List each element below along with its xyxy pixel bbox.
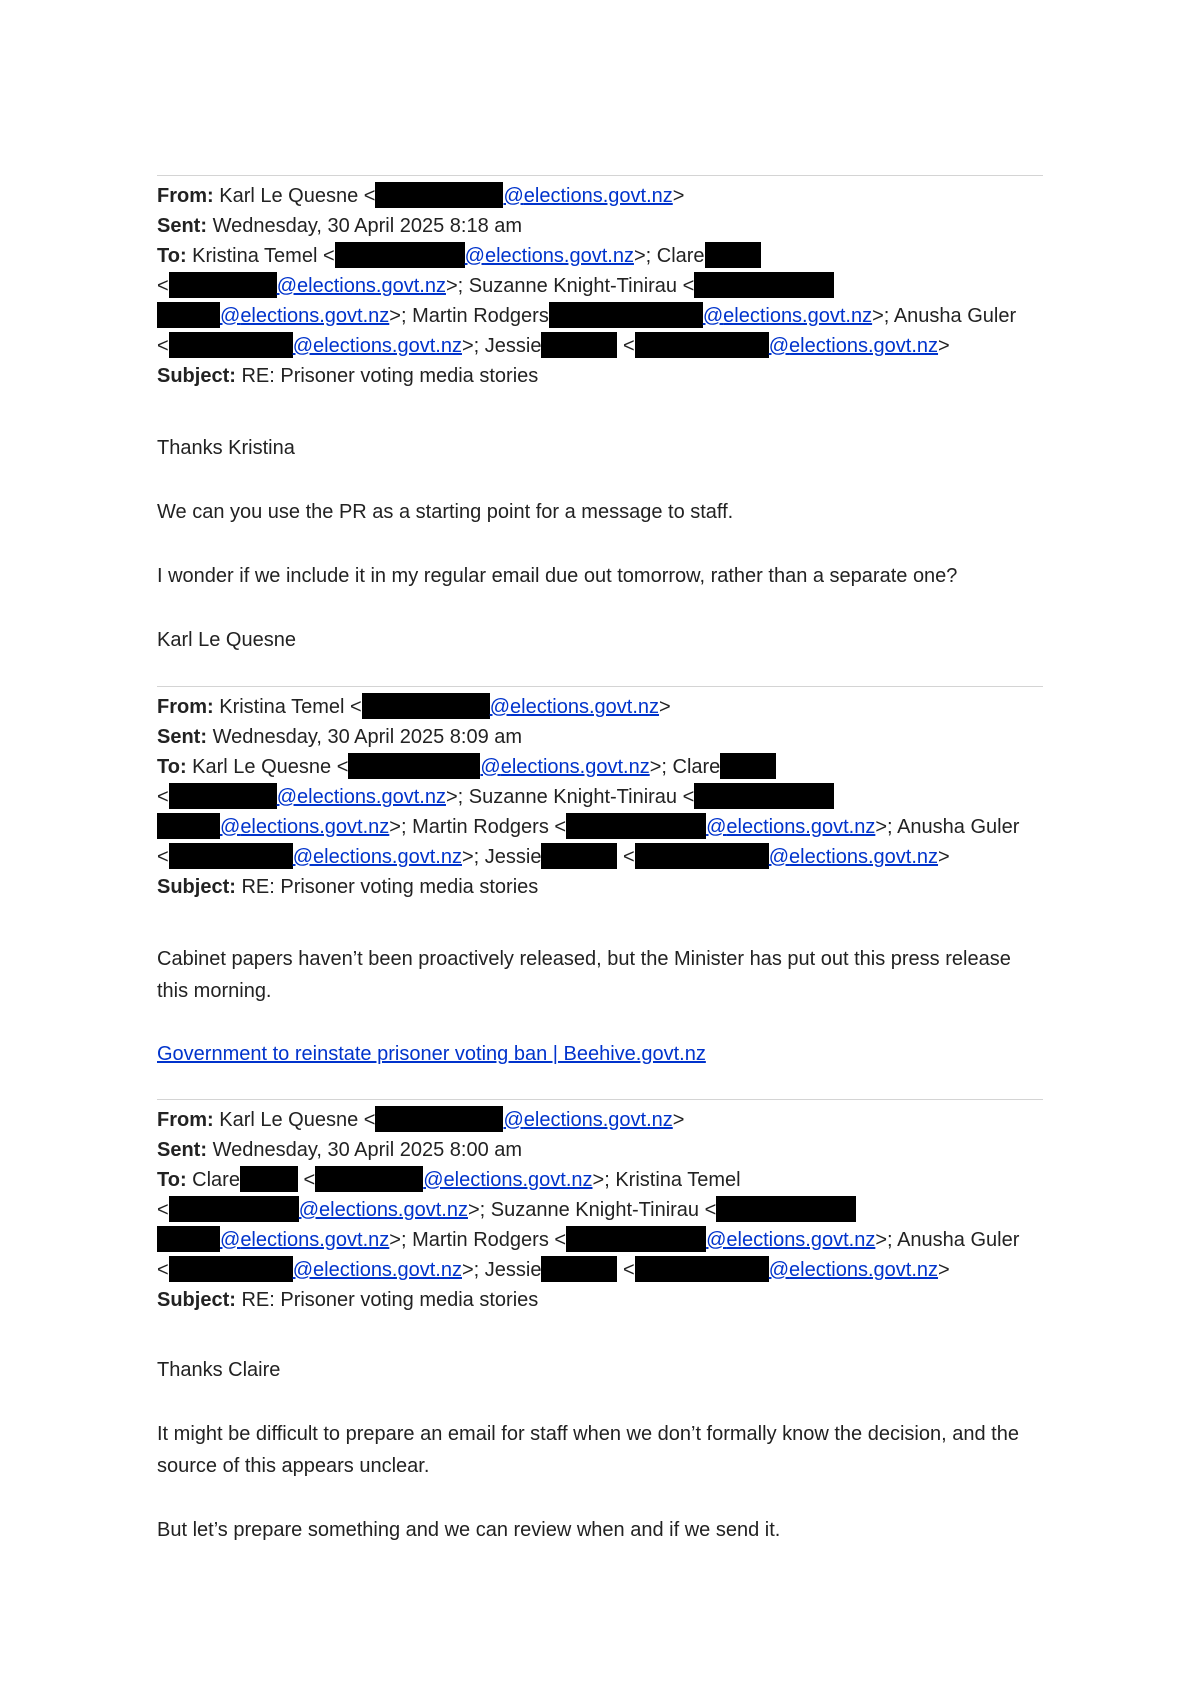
email-link[interactable]: @elections.govt.nz <box>706 1229 876 1251</box>
subject-line: Subject: RE: Prisoner voting media stories <box>157 1289 539 1311</box>
body-paragraph: I wonder if we include it in my regular email due out tomorrow, rather than a separate one? <box>157 565 958 587</box>
email-link[interactable]: @elections.govt.nz <box>702 305 873 327</box>
body-paragraph: Cabinet papers haven’t been proactively released, but the Minister has put out this press release this morning. <box>157 948 1011 1002</box>
to-line-cont: < @elections.govt.nz>; Suzanne Knight-Tinirau < <box>157 271 834 301</box>
email-link[interactable]: @elections.govt.nz <box>768 846 939 868</box>
redaction-block <box>694 272 834 298</box>
email-link[interactable]: @elections.govt.nz <box>276 786 446 808</box>
email-link[interactable]: @elections.govt.nz <box>768 335 939 357</box>
press-release-link[interactable]: Government to reinstate prisoner voting ban | Beehive.govt.nz <box>157 1043 706 1065</box>
redaction-block <box>720 753 776 779</box>
email-link[interactable]: @elections.govt.nz <box>423 1169 593 1191</box>
redaction-block <box>566 813 706 839</box>
email-link[interactable]: @elections.govt.nz <box>220 305 390 327</box>
redaction-block <box>157 813 220 839</box>
redaction-block <box>315 1166 423 1192</box>
redaction-block <box>635 332 769 358</box>
redaction-block <box>335 242 465 268</box>
body-paragraph: Thanks Kristina <box>157 437 295 459</box>
sent-line: Sent: Wednesday, 30 April 2025 8:09 am <box>157 726 523 748</box>
header-divider <box>157 175 1043 176</box>
to-line-cont: < @elections.govt.nz>; Jessie < @elections.govt.nz> <box>157 1255 950 1285</box>
body-paragraph: But let’s prepare something and we can review when and if we send it. <box>157 1519 781 1541</box>
redaction-block <box>157 1226 220 1252</box>
redaction-block <box>157 302 220 328</box>
email-link[interactable]: @elections.govt.nz <box>298 1199 468 1221</box>
redaction-block <box>716 1196 856 1222</box>
redaction-block <box>169 1256 293 1282</box>
subject-line: Subject: RE: Prisoner voting media stories <box>157 365 539 387</box>
header-divider <box>157 1099 1043 1100</box>
to-line-cont: @elections.govt.nz>; Martin Rodgers < @elections.govt.nz>; Anusha Guler <box>157 812 1019 842</box>
email-link[interactable]: @elections.govt.nz <box>503 1109 673 1131</box>
email-link[interactable]: @elections.govt.nz <box>292 1259 462 1281</box>
redaction-block <box>541 843 617 869</box>
to-line-cont: @elections.govt.nz>; Martin Rodgers @elections.govt.nz>; Anusha Guler <box>157 301 1016 331</box>
email-link[interactable]: @elections.govt.nz <box>503 185 673 207</box>
redaction-block <box>169 272 277 298</box>
redaction-block <box>348 753 480 779</box>
email-link[interactable]: @elections.govt.nz <box>292 846 462 868</box>
redaction-block <box>169 332 293 358</box>
to-line: To: Clare < @elections.govt.nz>; Kristina Temel <box>157 1165 741 1195</box>
redaction-block <box>169 1196 299 1222</box>
email-link[interactable]: @elections.govt.nz <box>480 756 650 778</box>
email-link[interactable]: @elections.govt.nz <box>706 816 876 838</box>
sent-line: Sent: Wednesday, 30 April 2025 8:00 am <box>157 1139 523 1161</box>
redaction-block <box>541 1256 617 1282</box>
body-paragraph: Thanks Claire <box>157 1359 281 1381</box>
redaction-block <box>635 843 769 869</box>
sent-line: Sent: Wednesday, 30 April 2025 8:18 am <box>157 215 523 237</box>
redaction-block <box>240 1166 298 1192</box>
from-line: From: Karl Le Quesne < @elections.govt.nz> <box>157 181 684 211</box>
redaction-block <box>694 783 834 809</box>
redaction-block <box>362 693 490 719</box>
body-paragraph: We can you use the PR as a starting point for a message to staff. <box>157 501 734 523</box>
to-line-cont: @elections.govt.nz>; Martin Rodgers < @elections.govt.nz>; Anusha Guler <box>157 1225 1019 1255</box>
email-link[interactable]: @elections.govt.nz <box>220 1229 390 1251</box>
redaction-block <box>169 783 277 809</box>
email-link[interactable]: @elections.govt.nz <box>768 1259 939 1281</box>
email-link[interactable]: @elections.govt.nz <box>292 335 462 357</box>
redaction-block <box>169 843 293 869</box>
subject-line: Subject: RE: Prisoner voting media stories <box>157 876 539 898</box>
redaction-block <box>375 182 503 208</box>
to-line-cont: < @elections.govt.nz>; Jessie < @elections.govt.nz> <box>157 842 950 872</box>
body-paragraph: It might be difficult to prepare an email for staff when we don’t formally know the decision, and the source of this appears unclear. <box>157 1423 1019 1477</box>
redaction-block <box>375 1106 503 1132</box>
signature: Karl Le Quesne <box>157 629 296 651</box>
from-line: From: Kristina Temel < @elections.govt.nz> <box>157 692 671 722</box>
redaction-block <box>566 1226 706 1252</box>
email-link[interactable]: @elections.govt.nz <box>276 275 446 297</box>
from-line: From: Karl Le Quesne < @elections.govt.nz> <box>157 1105 684 1135</box>
redaction-block <box>635 1256 769 1282</box>
header-divider <box>157 686 1043 687</box>
email-link[interactable]: @elections.govt.nz <box>489 696 660 718</box>
to-line: To: Kristina Temel < @elections.govt.nz>; Clare <box>157 241 761 271</box>
redaction-block <box>541 332 617 358</box>
email-link[interactable]: @elections.govt.nz <box>220 816 390 838</box>
to-line: To: Karl Le Quesne < @elections.govt.nz>; Clare <box>157 752 776 782</box>
email-link[interactable]: @elections.govt.nz <box>464 245 634 267</box>
to-line-cont: < @elections.govt.nz>; Suzanne Knight-Tinirau < <box>157 782 834 812</box>
to-line-cont: < @elections.govt.nz>; Jessie < @elections.govt.nz> <box>157 331 950 361</box>
redaction-block <box>549 302 703 328</box>
redaction-block <box>705 242 761 268</box>
to-line-cont: < @elections.govt.nz>; Suzanne Knight-Tinirau < <box>157 1195 856 1225</box>
